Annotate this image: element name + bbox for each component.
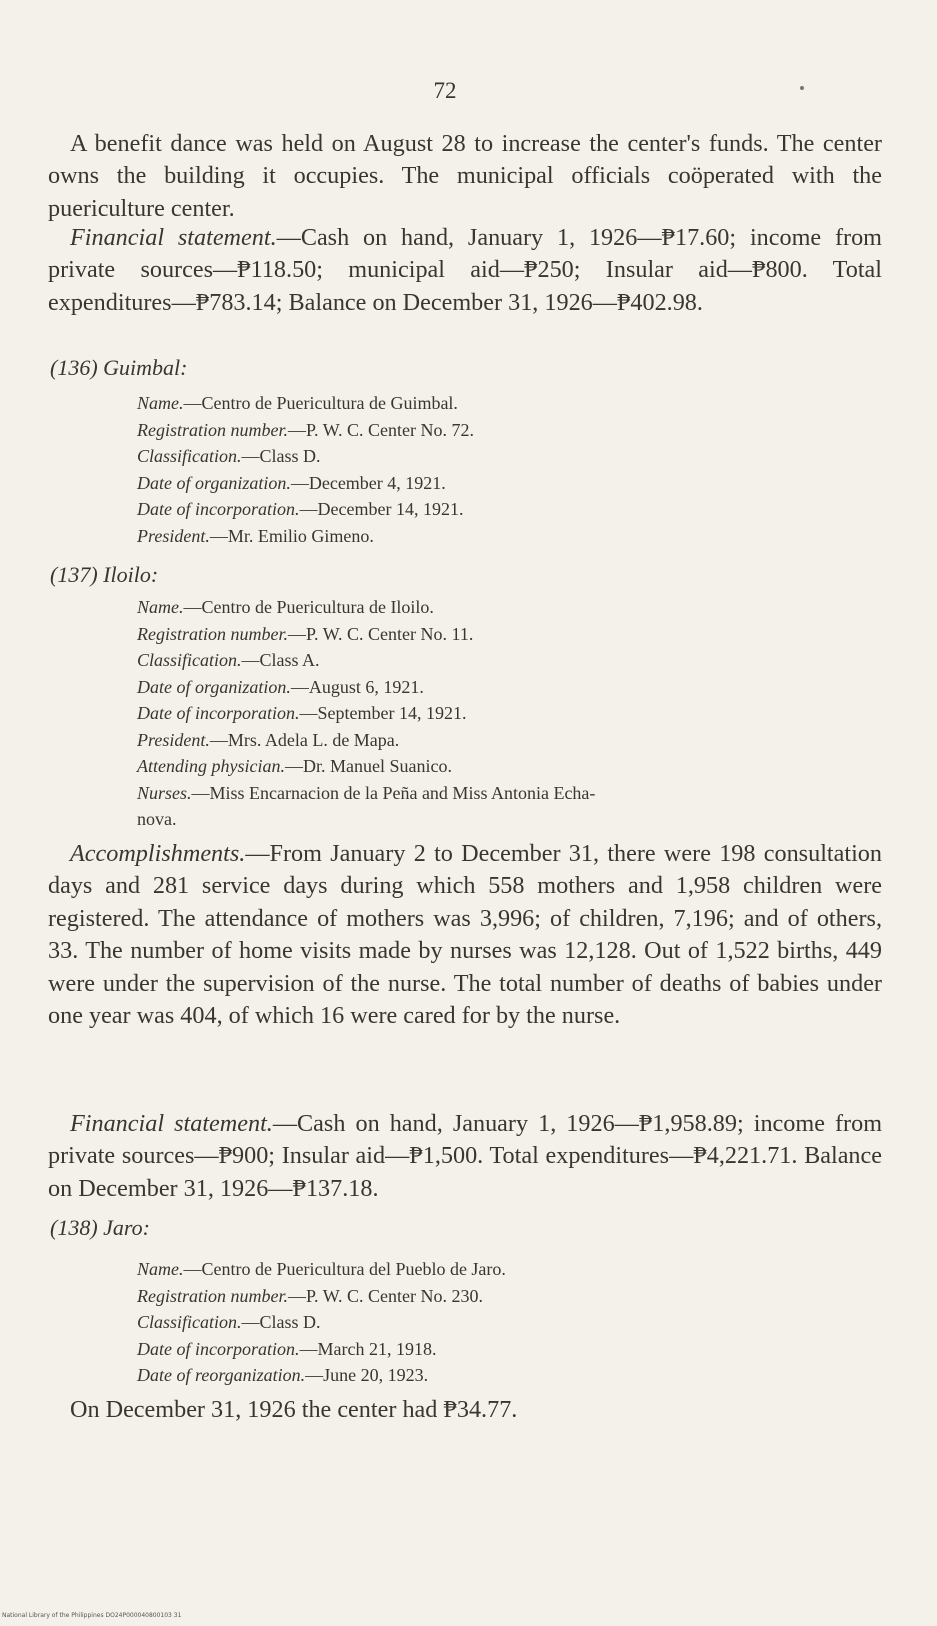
section-137-entries <box>137 594 877 833</box>
entry-line <box>137 1256 877 1283</box>
entry-line <box>137 1309 877 1336</box>
entry-value: —Mr. Emilio Gimeno. <box>209 525 374 546</box>
entry-line <box>137 594 877 621</box>
financial-statement-lead: Financial statement. <box>70 1110 273 1137</box>
entry-line <box>137 780 877 807</box>
financial-statement-text: —Cash on hand, January 1, 1926—₱17.60; income from private sources—₱118.50; municipal aid—₱250; Insular aid—₱800. Total expenditures—₱783.14; Balance on December 31, 1926—₱402.98. <box>48 224 882 316</box>
entry-line <box>137 417 877 444</box>
entry-value: —August 6, 1921. <box>290 676 424 697</box>
scan-speck <box>800 86 804 90</box>
entry-value: —September 14, 1921. <box>299 703 467 723</box>
entry-label: Registration number. <box>137 419 288 440</box>
entry-label: Name. <box>137 1259 184 1279</box>
entry-label: Nurses. <box>137 782 192 803</box>
financial-statement-lead: Financial statement. <box>70 224 277 251</box>
entry-label: Date of organization. <box>137 676 291 697</box>
entry-line <box>137 443 877 470</box>
section-138-entries <box>137 1256 877 1389</box>
entry-label: Registration number. <box>137 1285 288 1306</box>
entry-value: —March 21, 1918. <box>299 1338 437 1359</box>
entry-line <box>137 470 877 497</box>
entry-line <box>137 674 877 701</box>
entry-line <box>137 1283 877 1310</box>
entry-label: Name. <box>137 597 184 617</box>
entry-line <box>137 1336 877 1363</box>
entry-line <box>137 621 877 648</box>
accomplishments-paragraph <box>48 838 882 1032</box>
entry-label: President. <box>137 525 210 546</box>
entry-label: Date of reorganization. <box>137 1365 306 1385</box>
entry-line <box>137 727 877 754</box>
accomplishments-text: —From January 2 to December 31, there were 198 consultation days and 281 service days during which 558 mothers and 1,958 children were registered. The attendance of mothers was 3,996; of children, 7,196; and of others, 33. The number of home visits made by nurses was 12,128. Out of 1,522 births, 449 were under the supervision of the nurse. The total number of deaths of babies under one year was 404, of which 16 were cared for by the nurse. <box>48 840 882 1030</box>
entry-line <box>137 496 877 523</box>
financial-statement-2 <box>48 1108 882 1205</box>
page-number: 72 <box>433 78 457 103</box>
accomplishments-lead: Accomplishments. <box>70 840 246 867</box>
entry-value: —Class D. <box>241 446 321 466</box>
entry-label: Name. <box>137 393 184 413</box>
entry-label: Classification. <box>137 650 242 670</box>
section-136-entries <box>137 390 877 549</box>
entry-label: Attending physician. <box>137 756 285 776</box>
entry-line <box>137 753 877 780</box>
entry-value: —Class D. <box>241 1312 321 1332</box>
entry-value: —Centro de Puericultura de Iloilo. <box>183 597 434 617</box>
entry-label: Registration number. <box>137 623 288 644</box>
entry-continuation: nova. <box>137 809 177 829</box>
entry-line <box>137 700 877 727</box>
entry-label: Date of incorporation. <box>137 499 300 519</box>
entry-value: —Mrs. Adela L. de Mapa. <box>209 729 400 750</box>
section-heading-138: (138) Jaro: <box>50 1215 150 1240</box>
entry-value: —P. W. C. Center No. 72. <box>288 419 475 440</box>
entry-line <box>137 390 877 417</box>
section-heading-137: (137) Iloilo: <box>50 562 159 587</box>
entry-value: —Centro de Puericultura de Guimbal. <box>183 393 458 413</box>
entry-value: —P. W. C. Center No. 230. <box>288 1285 484 1306</box>
scan-footer: National Library of the Philippines DO24P000040800103 31 <box>2 1612 182 1619</box>
closing-paragraph: On December 31, 1926 the center had ₱34.77. <box>70 1396 518 1423</box>
financial-statement-1 <box>48 222 882 319</box>
entry-label: Classification. <box>137 1312 242 1332</box>
entry-value: —Dr. Manuel Suanico. <box>284 756 452 776</box>
entry-value: —June 20, 1923. <box>305 1365 429 1385</box>
section-heading-136: (136) Guimbal: <box>50 355 188 380</box>
entry-label: Date of incorporation. <box>137 703 300 723</box>
entry-value: —Class A. <box>241 650 320 670</box>
entry-value: —Centro de Puericultura del Pueblo de Jaro. <box>183 1259 506 1279</box>
entry-line <box>137 647 877 674</box>
entry-value: —December 14, 1921. <box>299 499 464 519</box>
entry-label: Date of organization. <box>137 472 291 493</box>
entry-line <box>137 523 877 550</box>
entry-line <box>137 1362 877 1389</box>
entry-value: —Miss Encarnacion de la Peña and Miss Antonia Echa- <box>191 782 596 803</box>
entry-label: Classification. <box>137 446 242 466</box>
entry-value: —P. W. C. Center No. 11. <box>288 623 474 644</box>
entry-label: President. <box>137 729 210 750</box>
entry-value: —December 4, 1921. <box>290 472 446 493</box>
intro-paragraph: A benefit dance was held on August 28 to increase the center's funds. The center owns the building it occupies. The municipal officials coöperated with the puericulture center. <box>48 130 882 222</box>
financial-statement-text: —Cash on hand, January 1, 1926—₱1,958.89; income from private sources—₱900; Insular aid—₱1,500. Total expenditures—₱4,221.71. Balance on December 31, 1926—₱137.18. <box>48 1110 883 1202</box>
entry-label: Date of incorporation. <box>137 1338 300 1359</box>
